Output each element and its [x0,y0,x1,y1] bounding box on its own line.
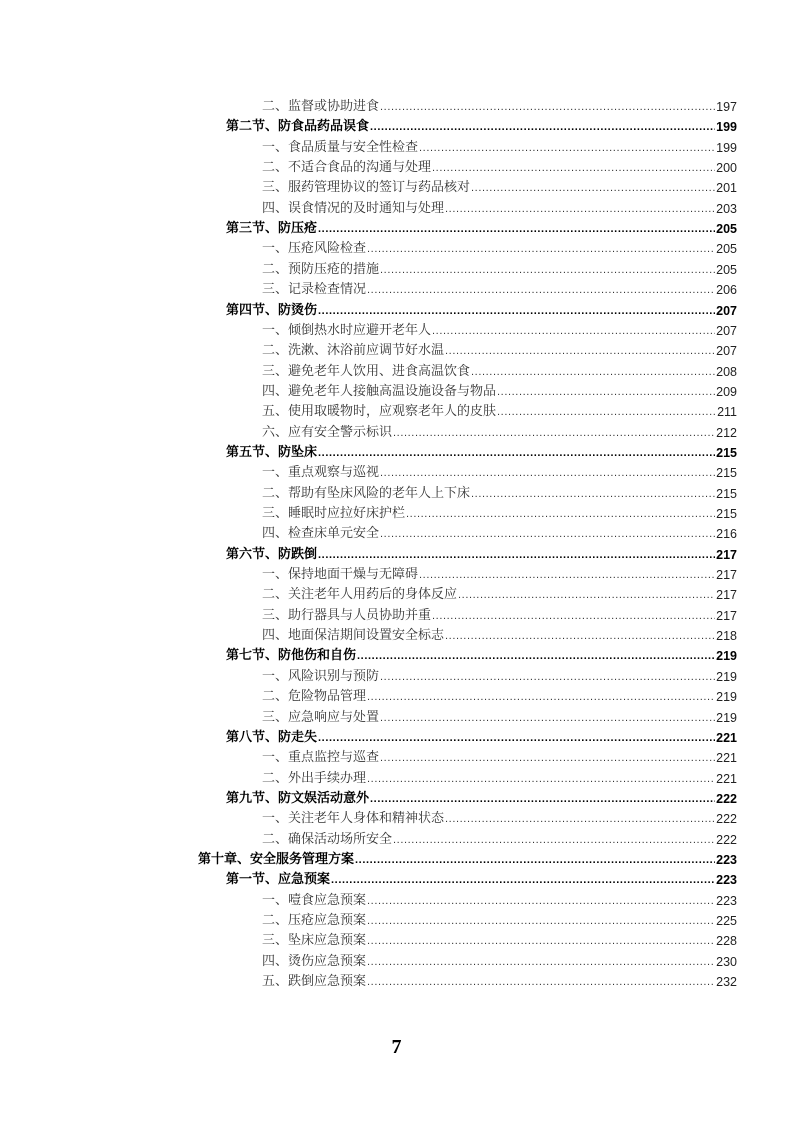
toc-entry-title: 第二节、防食品药品误食 [226,119,370,135]
toc-entry-page-number: 219 [716,669,737,684]
toc-entry-title: 三、避免老年人饮用、进食高温饮食 [262,363,471,379]
dot-leader [318,443,715,463]
toc-subsection-entry[interactable] [262,199,737,219]
dot-leader [367,952,715,972]
dot-leader [357,646,715,666]
dot-leader [432,158,715,178]
dot-leader [393,423,715,443]
toc-entry-page-number: 223 [716,873,737,888]
toc-entry-title: 第八节、防走失 [226,729,318,745]
toc-entry-page-number: 205 [716,242,737,257]
toc-subsection-entry[interactable] [262,748,737,768]
toc-entry-page-number: 221 [716,730,737,745]
toc-entry-page-number: 205 [716,222,737,237]
toc-chapter-entry[interactable] [198,850,737,870]
toc-subsection-entry[interactable] [262,178,737,198]
toc-entry-title: 第三节、防压疮 [226,221,318,237]
toc-subsection-entry[interactable] [262,830,737,850]
dot-leader [380,524,715,544]
toc-subsection-entry[interactable] [262,952,737,972]
toc-subsection-entry[interactable] [262,708,737,728]
toc-section-entry[interactable] [226,870,737,890]
toc-entry-title: 三、坠床应急预案 [262,933,367,949]
toc-entry-title: 一、倾倒热水时应避开老年人 [262,322,432,338]
toc-entry-page-number: 207 [716,303,737,318]
toc-entry-title: 二、危险物品管理 [262,689,367,705]
toc-section-entry[interactable] [226,646,737,666]
toc-entry-page-number: 212 [716,425,737,440]
toc-entry-title: 二、关注老年人用药后的身体反应 [262,587,458,603]
dot-leader [367,931,715,951]
toc-entry-title: 二、不适合食品的沟通与处理 [262,160,432,176]
toc-entry-title: 三、记录检查情况 [262,282,367,298]
dot-leader [445,809,715,829]
dot-leader [318,728,715,748]
toc-subsection-entry[interactable] [262,321,737,341]
dot-leader [367,891,715,911]
dot-leader [370,789,715,809]
toc-subsection-entry[interactable] [262,423,737,443]
dot-leader [318,219,715,239]
dot-leader [471,178,715,198]
page-number: 7 [391,1036,402,1058]
dot-leader [393,830,715,850]
toc-subsection-entry[interactable] [262,97,737,117]
toc-entry-title: 三、睡眠时应拉好床护栏 [262,506,406,521]
toc-subsection-entry[interactable] [262,484,737,504]
toc-entry-title: 二、帮助有坠床风险的老年人上下床 [262,485,471,501]
dot-leader [458,585,715,605]
toc-entry-title: 二、确保活动场所安全 [262,831,393,847]
toc-entry-page-number: 217 [716,608,737,623]
dot-leader [445,341,715,361]
dot-leader [497,382,715,402]
toc-entry-page-number: 203 [716,201,737,216]
toc-entry-title: 二、外出手续办理 [262,770,367,786]
dot-leader [318,301,715,321]
toc-entry-page-number: 223 [716,893,737,908]
toc-section-entry[interactable] [226,728,737,748]
toc-entry-title: 四、检查床单元安全 [262,526,380,542]
toc-section-entry[interactable] [226,545,737,565]
toc-section-entry[interactable] [226,117,737,137]
toc-section-entry[interactable] [226,301,737,321]
toc-entry-page-number: 222 [716,791,737,806]
toc-subsection-entry[interactable] [262,606,737,626]
toc-subsection-entry[interactable] [262,626,737,646]
toc-entry-page-number: 230 [716,954,737,969]
toc-entry-page-number: 219 [716,710,737,725]
toc-subsection-entry[interactable] [262,891,737,911]
toc-entry-title: 五、跌倒应急预案 [262,974,367,990]
toc-entry-title: 二、压疮应急预案 [262,913,367,928]
toc-entry-title: 第一节、应急预案 [226,872,331,888]
toc-entry-page-number: 217 [716,547,737,562]
toc-entry-page-number: 221 [716,771,737,786]
toc-subsection-entry[interactable] [262,972,737,992]
toc-entry-title: 第五节、防坠床 [226,444,318,460]
toc-subsection-entry[interactable] [262,138,737,158]
dot-leader [331,870,715,890]
toc-subsection-entry[interactable] [262,260,737,280]
toc-entry-page-number: 201 [716,181,737,196]
toc-subsection-entry[interactable] [262,382,737,402]
toc-entry-title: 一、风险识别与预防 [262,668,380,684]
toc-entry-title: 一、压疮风险检查 [262,241,367,257]
toc-entry-title: 一、重点监控与巡查 [262,750,380,766]
dot-leader [367,239,715,259]
toc-entry-title: 第十章、安全服务管理方案 [198,851,355,867]
dot-leader [380,748,715,768]
toc-entry-page-number: 223 [716,852,737,867]
toc-subsection-entry[interactable] [262,341,737,361]
toc-subsection-entry[interactable] [262,911,737,931]
dot-leader [367,972,715,992]
dot-leader [380,463,715,483]
toc-subsection-entry[interactable] [262,667,737,687]
dot-leader [367,280,715,300]
toc-entry-page-number: 211 [717,405,737,420]
toc-entry-page-number: 228 [716,934,737,949]
dot-leader [367,769,715,789]
toc-entry-title: 第七节、防他伤和自伤 [226,648,357,664]
toc-entry-page-number: 209 [716,384,737,399]
toc-entry-page-number: 218 [716,629,737,644]
toc-entry-page-number: 225 [716,914,737,928]
toc-entry-page-number: 197 [716,100,737,114]
dot-leader [419,565,715,585]
toc-entry-title: 四、地面保洁期间设置安全标志 [262,628,445,644]
toc-subsection-entry[interactable] [262,362,737,382]
toc-entry-title: 一、噎食应急预案 [262,892,367,908]
toc-entry-title: 一、重点观察与巡视 [262,465,380,481]
toc-entry-page-number: 219 [716,649,737,664]
dot-leader [419,138,715,158]
dot-leader [380,667,715,687]
toc-entry-page-number: 215 [716,445,737,460]
toc-entry-page-number: 208 [716,364,737,379]
toc-entry-title: 三、助行器具与人员协助并重 [262,607,432,623]
toc-entry-title: 四、避免老年人接触高温设施设备与物品 [262,383,497,399]
toc-section-entry[interactable] [226,443,737,463]
dot-leader [432,606,715,626]
toc-entry-page-number: 207 [716,323,737,338]
toc-entry-page-number: 221 [716,751,737,766]
toc-section-entry[interactable] [226,789,737,809]
toc-entry-title: 二、洗漱、沐浴前应调节好水温 [262,343,445,359]
toc-entry-title: 六、应有安全警示标识 [262,424,393,440]
toc-subsection-entry[interactable] [262,402,737,422]
toc-subsection-entry[interactable] [262,239,737,259]
dot-leader [497,402,716,422]
toc-entry-page-number: 222 [716,812,737,827]
dot-leader [471,362,715,382]
toc-subsection-entry[interactable] [262,158,737,178]
toc-entry-title: 四、烫伤应急预案 [262,953,367,969]
toc-subsection-entry[interactable] [262,463,737,483]
toc-subsection-entry[interactable] [262,504,737,524]
toc-subsection-entry[interactable] [262,585,737,605]
toc-entry-title: 五、使用取暖物时，应观察老年人的皮肤 [262,404,497,420]
dot-leader [432,321,715,341]
toc-entry-title: 四、误食情况的及时通知与处理 [262,200,445,216]
toc-entry-title: 一、关注老年人身体和精神状态 [262,811,445,827]
toc-entry-page-number: 200 [716,161,737,176]
toc-entry-page-number: 217 [716,588,737,603]
dot-leader [380,97,715,117]
toc-entry-page-number: 216 [716,527,737,542]
dot-leader [355,850,715,870]
toc-entry-page-number: 232 [716,975,737,990]
toc-entry-page-number: 219 [716,690,737,705]
toc-entry-page-number: 215 [716,486,737,501]
toc-subsection-entry[interactable] [262,931,737,951]
toc-subsection-entry[interactable] [262,565,737,585]
toc-subsection-entry[interactable] [262,809,737,829]
toc-entry-title: 第四节、防烫伤 [226,302,318,318]
dot-leader [370,117,715,137]
toc-entry-title: 第六节、防跌倒 [226,546,318,562]
dot-leader [406,504,715,524]
toc-subsection-entry[interactable] [262,280,737,300]
toc-entry-page-number: 207 [716,344,737,359]
toc-entry-title: 一、食品质量与安全性检查 [262,139,419,155]
dot-leader [445,626,715,646]
toc-entry-page-number: 205 [716,262,737,277]
toc-entry-title: 二、监督或协助进食 [262,99,380,114]
toc-subsection-entry[interactable] [262,687,737,707]
toc-subsection-entry[interactable] [262,769,737,789]
toc-section-entry[interactable] [226,219,737,239]
toc-entry-title: 二、预防压疮的措施 [262,261,380,277]
toc-entry-page-number: 217 [716,568,737,583]
dot-leader [367,687,715,707]
toc-entry-title: 三、应急响应与处置 [262,709,380,725]
dot-leader [380,708,715,728]
toc-entry-page-number: 206 [716,283,737,298]
dot-leader [318,545,715,565]
toc-entry-title: 第九节、防文娱活动意外 [226,790,370,806]
toc-subsection-entry[interactable] [262,524,737,544]
dot-leader [445,199,715,219]
toc-entry-title: 三、服药管理协议的签订与药品核对 [262,180,471,196]
dot-leader [471,484,715,504]
toc-entry-page-number: 222 [716,832,737,847]
toc-entry-page-number: 215 [716,466,737,481]
toc-entry-page-number: 199 [716,120,737,135]
toc-entry-title: 一、保持地面干燥与无障碍 [262,567,419,583]
toc-entry-page-number: 215 [716,507,737,521]
dot-leader [367,911,715,931]
toc-entry-page-number: 199 [716,140,737,155]
dot-leader [380,260,715,280]
